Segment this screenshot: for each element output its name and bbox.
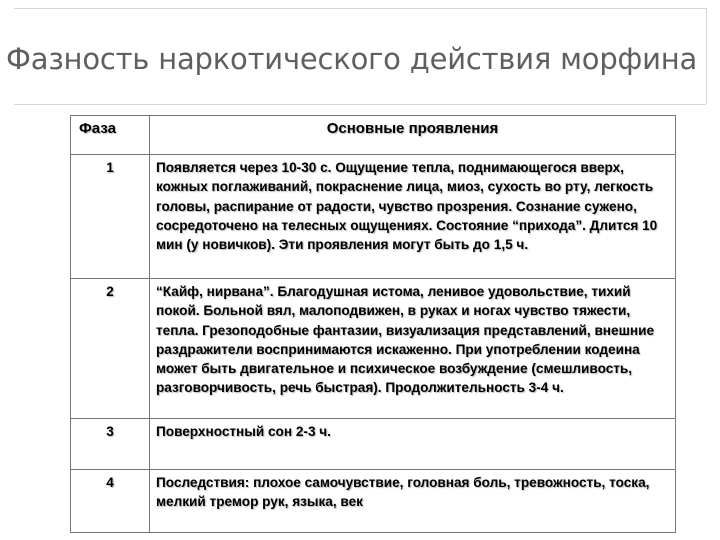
phase-description: Последствия: плохое самочувствие, головная боль, тревожность, тоска, мелкий тремор рук, языка, век — [150, 470, 676, 533]
title-frame-right-line — [706, 8, 707, 104]
phase-description: Поверхностный сон 2-3 ч. — [150, 419, 676, 470]
header-main-manifestations: Основные проявления — [150, 116, 676, 155]
phase-description: Появляется через 10-30 с. Ощущение тепла, поднимающегося вверх, кожных поглаживаний, покраснение лица, миоз, сухость во рту, легкость головы, распирание от радости, чувство прозрения. Сознание сужено, сосредоточено на телесных ощущениях. Состояние “прихода”. Длится 10 мин (у новичков). Эти проявления могут быть до 1,5 ч. — [150, 155, 676, 279]
title-frame-bottom-line — [14, 104, 706, 105]
header-phase: Фаза — [71, 116, 150, 155]
table-row — [71, 279, 676, 419]
table-header-row — [71, 116, 676, 155]
table-row — [71, 470, 676, 533]
table-row — [71, 155, 676, 279]
table-row — [71, 419, 676, 470]
phase-number: 2 — [71, 279, 150, 419]
phase-number: 1 — [71, 155, 150, 279]
slide-title: Фазность наркотического действия морфина — [6, 42, 698, 76]
title-frame-top-line — [14, 8, 706, 9]
phase-number: 4 — [71, 470, 150, 533]
phase-number: 3 — [71, 419, 150, 470]
phases-table — [70, 115, 676, 533]
phase-description: “Кайф, нирвана”. Благодушная истома, ленивое удовольствие, тихий покой. Больной вял, малоподвижен, в руках и ногах чувство тяжести, тепла. Грезоподобные фантазии, визуализация представлений, внешние раздражители воспринимаются искаженно. При употреблении кодеина может быть двигательное и психическое возбуждение (смешливость, разговорчивость, речь быстрая). Продолжительность 3-4 ч. — [150, 279, 676, 419]
